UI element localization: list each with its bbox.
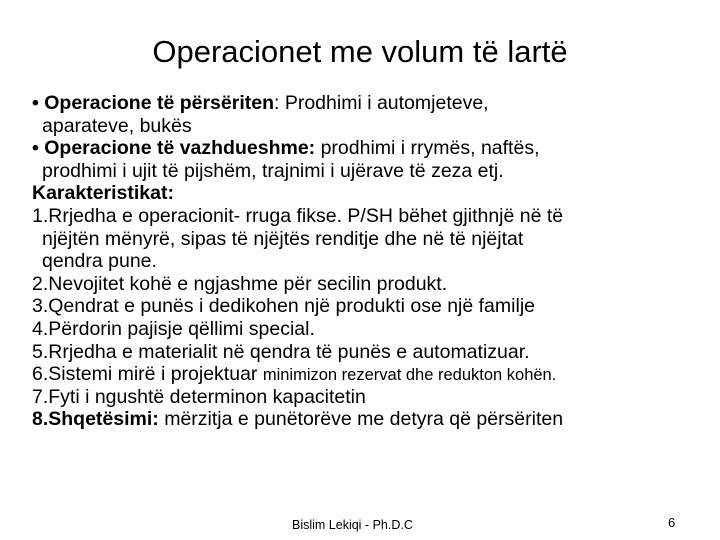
list-item-continuation: qendra pune.: [42, 250, 157, 273]
bullet-text: prodhimi i rrymës, naftës,: [315, 137, 540, 160]
list-item-continuation: njëjtën mënyrë, sipas të njëjtës renditje dhe në të njëjtat: [42, 227, 524, 250]
list-item-5: 5.Rrjedha e materialit në qendra të punës e automatizuar.: [32, 340, 530, 363]
list-item-4: 4.Përdorin pajisje qëllimi special.: [32, 317, 315, 340]
bullet-repetitive-operations: [32, 92, 704, 115]
list-item-text: 6.Sistemi mirë i projektuar: [32, 363, 263, 386]
list-item-6: [32, 363, 704, 386]
slide-body: [32, 92, 704, 431]
bullet-term: • Operacione të përsëriten: [32, 92, 274, 114]
bullet-continuation: aparateve, bukës: [42, 114, 192, 137]
list-item-8: [32, 408, 704, 431]
list-item-3: 3.Qendrat e punës i dedikohen një produkti ose një familje: [32, 295, 535, 318]
list-item-7: 7.Fyti i ngushtë determinon kapacitetin: [32, 385, 366, 408]
list-item-2: 2.Nevojitet kohë e ngjashme për secilin produkt.: [32, 272, 448, 295]
bullet-text: : Prodhimi i automjeteve,: [274, 92, 489, 114]
list-item-text: mërzitja e punëtorëve me detyra që përsëriten: [158, 408, 564, 431]
list-item-term: 8.Shqetësimi:: [32, 408, 159, 431]
slide-title: Operacionet me volum të lartë: [152, 34, 568, 69]
bullet-term: • Operacione të vazhdueshme:: [32, 137, 316, 160]
bullet-continuation: prodhimi i ujit të pijshëm, trajnimi i ujërave të zeza etj.: [42, 159, 504, 182]
page-number: 6: [668, 515, 676, 530]
bullet-continuous-operations: [32, 137, 704, 160]
list-item-1: 1.Rrjedha e operacionit- rruga fikse. P/SH bëhet gjithnjë në të: [32, 204, 564, 227]
list-item-small-text: minimizon rezervat dhe redukton kohën.: [262, 366, 557, 385]
characteristics-heading: Karakteristikat:: [32, 182, 174, 205]
footer-author: Bislim Lekiqi - Ph.D.C: [292, 518, 413, 532]
